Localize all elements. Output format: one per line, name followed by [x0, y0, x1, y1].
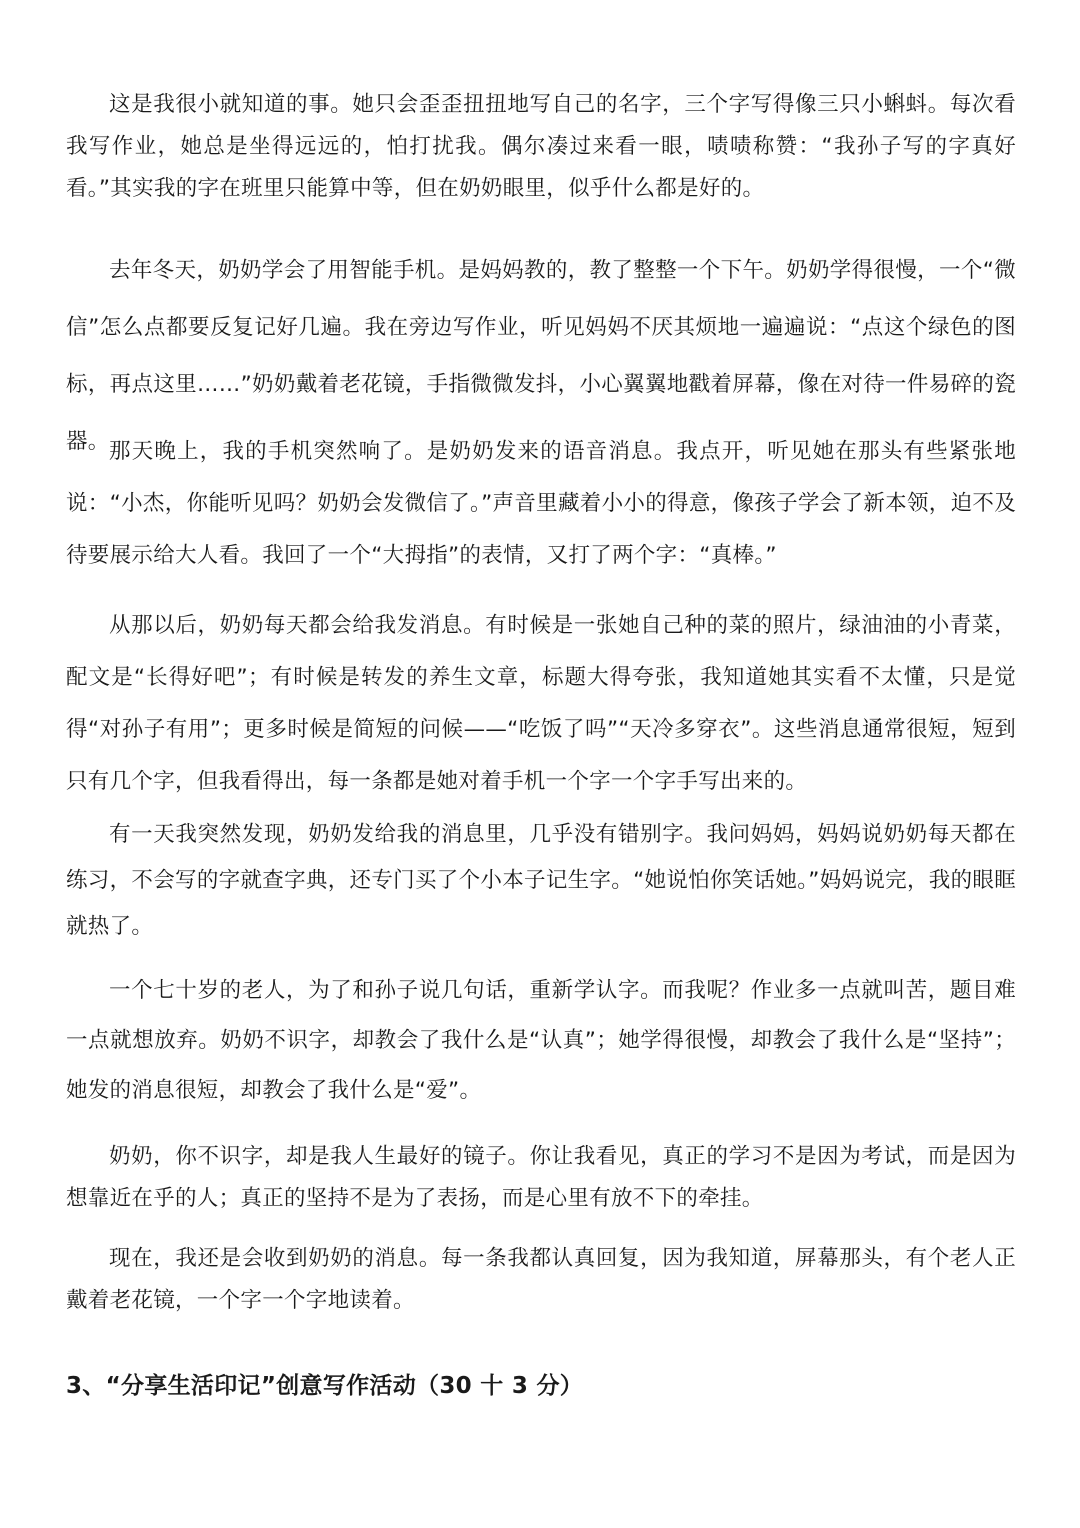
paragraph-2: 去年冬天，奶奶学会了用智能手机。是妈妈教的，教了整整一个下午。奶奶学得很慢，一个“微信”怎么点都要反复记好几遍。我在旁边写作业，听见妈妈不厌其烦地一遍遍说：“点这个绿色的图标，再点这里……”奶奶戴着老花镜，手指微微发抖，小心翼翼地戳着屏幕，像在对待一件易碎的瓷器。 — [66, 258, 1016, 454]
section-heading: 3、“分享生活印记”创意写作活动（30 十 3 分） — [66, 1373, 584, 1399]
paragraph-6: 一个七十岁的老人，为了和孙子说几句话，重新学认字。而我呢？作业多一点就叫苦，题目难一点就想放弃。奶奶不识字，却教会了我什么是“认真”；她学得很慢，却教会了我什么是“坚持”；她发的消息很短，却教会了我什么是“爱”。 — [66, 978, 1016, 1103]
paragraph-4: 从那以后，奶奶每天都会给我发消息。有时候是一张她自己种的菜的照片，绿油油的小青菜，配文是“长得好吧”；有时候是转发的养生文章，标题大得夸张，我知道她其实看不太懂，只是觉得“对孙子有用”；更多时候是简短的问候——“吃饭了吗”“天冷多穿衣”。这些消息通常很短，短到只有几个字，但我看得出，每一条都是她对着手机一个字一个字手写出来的。 — [66, 613, 1016, 794]
paragraph-5: 有一天我突然发现，奶奶发给我的消息里，几乎没有错别字。我问妈妈，妈妈说奶奶每天都在练习，不会写的字就查字典，还专门买了个小本子记生字。“她说怕你笑话她。”妈妈说完，我的眼眶就热了。 — [66, 822, 1016, 939]
paragraph-8: 现在，我还是会收到奶奶的消息。每一条我都认真回复，因为我知道，屏幕那头，有个老人正戴着老花镜，一个字一个字地读着。 — [66, 1246, 1016, 1313]
paragraph-1: 这是我很小就知道的事。她只会歪歪扭扭地写自己的名字，三个字写得像三只小蝌蚪。每次看我写作业，她总是坐得远远的，怕打扰我。偶尔凑过来看一眼，啧啧称赞：“我孙子写的字真好看。”其实我的字在班里只能算中等，但在奶奶眼里，似乎什么都是好的。 — [66, 92, 1016, 201]
paragraph-3: 那天晚上，我的手机突然响了。是奶奶发来的语音消息。我点开，听见她在那头有些紧张地说：“小杰，你能听见吗？奶奶会发微信了。”声音里藏着小小的得意，像孩子学会了新本领，迫不及待要展示给大人看。我回了一个“大拇指”的表情，又打了两个字：“真棒。” — [66, 439, 1016, 568]
paragraph-7: 奶奶，你不识字，却是我人生最好的镜子。你让我看见，真正的学习不是因为考试，而是因为想靠近在乎的人；真正的坚持不是为了表扬，而是心里有放不下的牵挂。 — [66, 1144, 1016, 1211]
